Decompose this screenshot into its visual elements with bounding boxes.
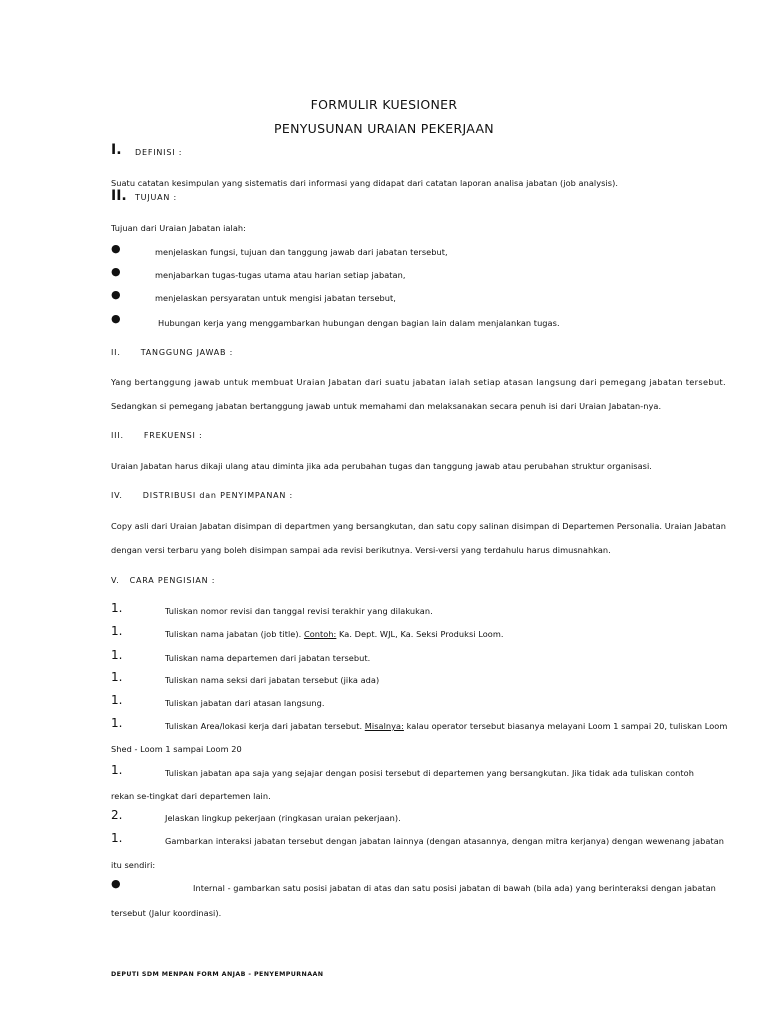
pengisian-item <box>165 721 727 731</box>
pengisian-item-text: Tuliskan nama jabatan (job title). <box>165 629 304 639</box>
bullet-icon: ● <box>111 312 121 325</box>
section-heading-definisi: DEFINISI : <box>135 148 183 157</box>
bullet-icon: ● <box>111 288 121 301</box>
distribusi-line: Copy asli dari Uraian Jabatan disimpan di departmen yang bersangkutan, dan satu copy salinan disimpan di Departemen Personalia. Uraian Jabatan <box>111 521 726 531</box>
example-label: Contoh: <box>303 629 337 639</box>
pengisian-item: Jelaskan lingkup pekerjaan (ringkasan uraian pekerjaan). <box>165 813 401 823</box>
pengisian-item: Tuliskan nama seksi dari jabatan tersebut (jika ada) <box>165 675 380 685</box>
distribusi-line: dengan versi terbaru yang boleh disimpan sampai ada revisi berikutnya. Versi-versi yang terdahulu harus dimusnahkan. <box>111 545 611 555</box>
pengisian-item-text: kalau operator tersebut biasanya melayani Loom 1 sampai 20, tuliskan Loom <box>403 721 728 731</box>
pengisian-item-cont: Shed - Loom 1 sampai Loom 20 <box>111 744 242 754</box>
section-heading-tujuan: TUJUAN : <box>135 193 178 202</box>
section-heading-tanggung-jawab: II. TANGGUNG JAWAB : <box>111 348 234 357</box>
form-title: FORMULIR KUESIONER <box>310 97 458 112</box>
pengisian-item: Tuliskan nama departemen dari jabatan tersebut. <box>165 653 371 663</box>
section-heading-cara-pengisian: V. CARA PENGISIAN : <box>111 576 216 585</box>
tujuan-item: menjelaskan persyaratan untuk mengisi jabatan tersebut, <box>155 293 396 303</box>
item-number: 1. <box>111 624 123 638</box>
pengisian-item: Tuliskan nomor revisi dan tanggal revisi terakhir yang dilakukan. <box>165 606 433 616</box>
pengisian-item-text: Ka. Dept. WJL, Ka. Seksi Produksi Loom. <box>336 629 504 639</box>
pengisian-item: Gambarkan interaksi jabatan tersebut dengan jabatan lainnya (dengan atasannya, dengan mitra kerjanya) dengan wewenang jabatan <box>165 836 725 846</box>
item-number: 2. <box>111 808 123 822</box>
bullet-icon: ● <box>111 265 121 278</box>
tujuan-item: menjabarkan tugas-tugas utama atau harian setiap jabatan, <box>155 270 406 280</box>
tanggung-jawab-line: Yang bertanggung jawab untuk membuat Uraian Jabatan dari suatu jabatan ialah setiap atasan langsung dari pemegang jabatan tersebut. <box>111 377 727 387</box>
item-number: 1. <box>111 763 123 777</box>
bullet-icon: ● <box>111 877 121 890</box>
pengisian-item-cont: rekan se-tingkat dari departemen lain. <box>111 791 271 801</box>
item-number: 1. <box>111 601 123 615</box>
pengisian-item: Tuliskan jabatan dari atasan langsung. <box>165 698 325 708</box>
section-numeral-tujuan: II. <box>111 188 127 204</box>
definisi-text: Suatu catatan kesimpulan yang sistematis dari informasi yang didapat dari catatan laporan analisa jabatan (job analysis). <box>111 178 618 188</box>
pengisian-item-cont: itu sendiri: <box>111 860 156 870</box>
item-number: 1. <box>111 648 123 662</box>
pengisian-item: Tuliskan jabatan apa saja yang sejajar dengan posisi tersebut di departemen yang bersangkutan. Jika tidak ada tuliskan contoh <box>165 768 694 778</box>
tujuan-item: Hubungan kerja yang menggambarkan hubungan dengan bagian lain dalam menjalankan tugas. <box>158 318 560 328</box>
sub-bullet-cont: tersebut (Jalur koordinasi). <box>111 908 222 918</box>
form-subtitle: PENYUSUNAN URAIAN PEKERJAAN <box>274 121 494 136</box>
frekuensi-text: Uraian Jabatan harus dikaji ulang atau diminta jika ada perubahan tugas dan tanggung jawab atau perubahan struktur organisasi. <box>111 461 652 471</box>
item-number: 1. <box>111 716 123 730</box>
section-heading-distribusi: IV. DISTRIBUSI dan PENYIMPANAN : <box>111 491 293 500</box>
item-number: 1. <box>111 831 123 845</box>
example-label: Misalnya: <box>364 721 404 731</box>
sub-bullet-text: Internal - gambarkan satu posisi jabatan di atas dan satu posisi jabatan di bawah (bila ada) yang berinteraksi dengan jabatan <box>193 883 716 893</box>
pengisian-item-text: Tuliskan Area/lokasi kerja dari jabatan tersebut. <box>165 721 365 731</box>
tanggung-jawab-line: Sedangkan si pemegang jabatan bertanggung jawab untuk memahami dan melaksanakan secara penuh isi dari Uraian Jabatan-nya. <box>111 401 662 411</box>
item-number: 1. <box>111 670 123 684</box>
item-number: 1. <box>111 693 123 707</box>
pengisian-item <box>165 629 504 639</box>
tujuan-item: menjelaskan fungsi, tujuan dan tanggung jawab dari jabatan tersebut, <box>155 247 448 257</box>
section-numeral-definisi: I. <box>111 142 122 158</box>
page-footer: DEPUTI SDM MENPAN FORM ANJAB - PENYEMPURNAAN <box>111 971 324 978</box>
section-heading-frekuensi: III. FREKUENSI : <box>111 431 203 440</box>
tujuan-intro: Tujuan dari Uraian Jabatan ialah: <box>111 223 246 233</box>
bullet-icon: ● <box>111 242 121 255</box>
